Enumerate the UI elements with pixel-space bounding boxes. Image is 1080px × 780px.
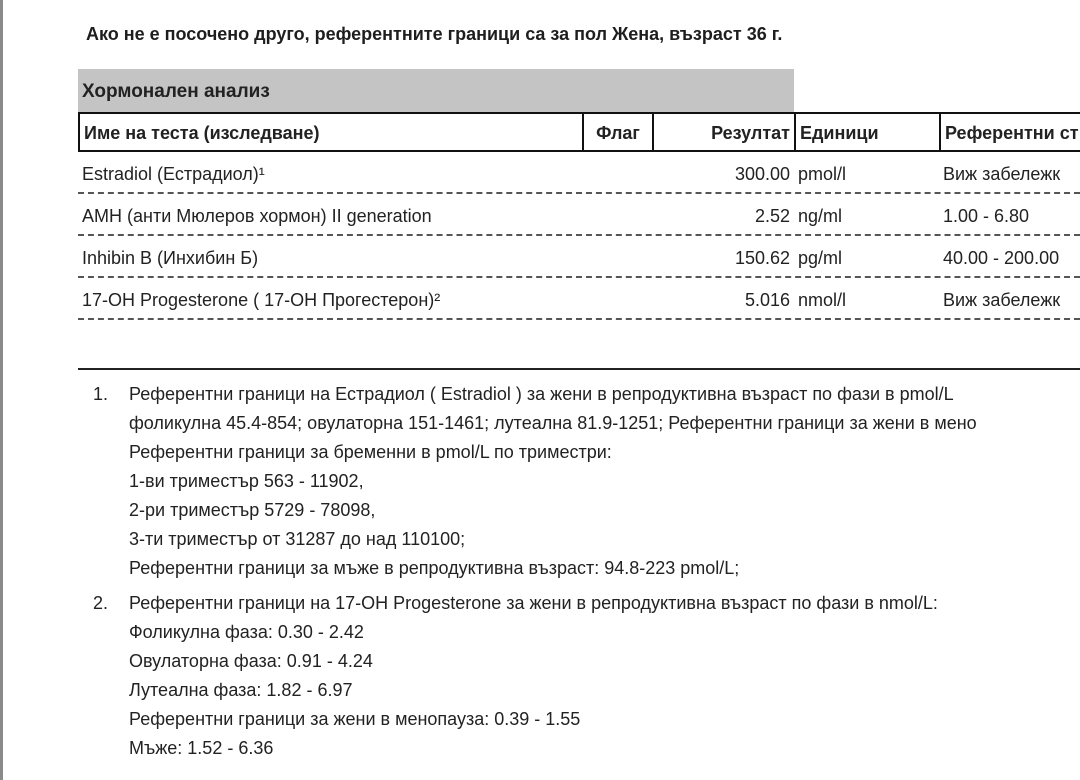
footnote-line: Лутеална фаза: 1.82 - 6.97 — [129, 680, 353, 700]
reference-notice: Ако не е посочено друго, референтните граници са за пол Жена, възраст 36 г. — [86, 24, 783, 44]
test-name: Estradiol (Естрадиол)¹ — [82, 164, 265, 184]
footnote-number: 2. — [93, 593, 109, 613]
footnote-line: Фоликулна фаза: 0.30 - 2.42 — [129, 622, 364, 642]
reference-range: Виж забележк — [943, 164, 1061, 184]
footnote-item — [93, 589, 1080, 763]
table-row — [78, 194, 1080, 236]
units-value: pg/ml — [798, 248, 843, 268]
page-left-border — [0, 0, 3, 780]
footnote-line: Референтни граници на 17-OH Progesterone за жени в репродуктивна възраст по фази в nmol/L: — [129, 593, 938, 613]
footnote-line: Референтни граници за мъже в репродуктивна възраст: 94.8-223 pmol/L; — [129, 558, 740, 578]
notes-divider — [78, 368, 1080, 370]
result-value: 5.016 — [744, 290, 790, 310]
footnote-line: Референтни граници на Естрадиол ( Estradiol ) за жени в репродуктивна възраст по фази в pmol/L — [129, 384, 954, 404]
test-name: 17-OH Progesterone ( 17-OH Прогестерон)² — [82, 290, 441, 310]
footnote-line: Мъже: 1.52 - 6.36 — [129, 738, 274, 758]
column-header-flag: Флаг — [584, 114, 654, 152]
footnote-line: Референтни граници за бременни в pmol/L по триместри: — [129, 442, 612, 462]
result-value: 2.52 — [754, 206, 790, 226]
section-header — [78, 69, 794, 112]
units-value: nmol/l — [798, 290, 847, 310]
reference-range: 40.00 - 200.00 — [943, 248, 1060, 268]
table-row — [78, 278, 1080, 320]
result-value: 150.62 — [734, 248, 790, 268]
test-name: Inhibin B (Инхибин Б) — [82, 248, 259, 268]
column-header-name: Име на теста (изследване) — [80, 114, 584, 152]
table-row — [78, 152, 1080, 194]
footnote-line: фоликулна 45.4-854; овулаторна 151-1461; лутеална 81.9-1251; Референтни граници за жени в мено — [129, 413, 977, 433]
footnote-line: Референтни граници за жени в менопауза: 0.39 - 1.55 — [129, 709, 581, 729]
footnotes — [93, 380, 1080, 769]
column-header-units: Единици — [796, 114, 941, 152]
footnote-line: Овулаторна фаза: 0.91 - 4.24 — [129, 651, 373, 671]
result-value: 300.00 — [734, 164, 790, 184]
column-header-result: Резултат — [654, 114, 796, 152]
units-value: ng/ml — [798, 206, 843, 226]
section-title: Хормонален анализ — [82, 81, 270, 102]
units-value: pmol/l — [798, 164, 847, 184]
column-header-reference: Референтни ст — [945, 123, 1079, 143]
table-body — [78, 152, 1080, 320]
table-header — [78, 112, 1080, 152]
footnote-line: 2-ри триместър 5729 - 78098, — [129, 500, 376, 520]
reference-range: 1.00 - 6.80 — [943, 206, 1030, 226]
footnote-line: 1-ви триместър 563 - 11902, — [129, 471, 364, 491]
footnote-number: 1. — [93, 384, 109, 404]
test-name: AMH (анти Мюлеров хормон) II generation — [82, 206, 432, 226]
results-table — [78, 112, 1080, 320]
footnote-item — [93, 380, 1080, 583]
footnote-line: 3-ти триместър от 31287 до над 110100; — [129, 529, 466, 549]
reference-range: Виж забележк — [943, 290, 1061, 310]
table-row — [78, 236, 1080, 278]
